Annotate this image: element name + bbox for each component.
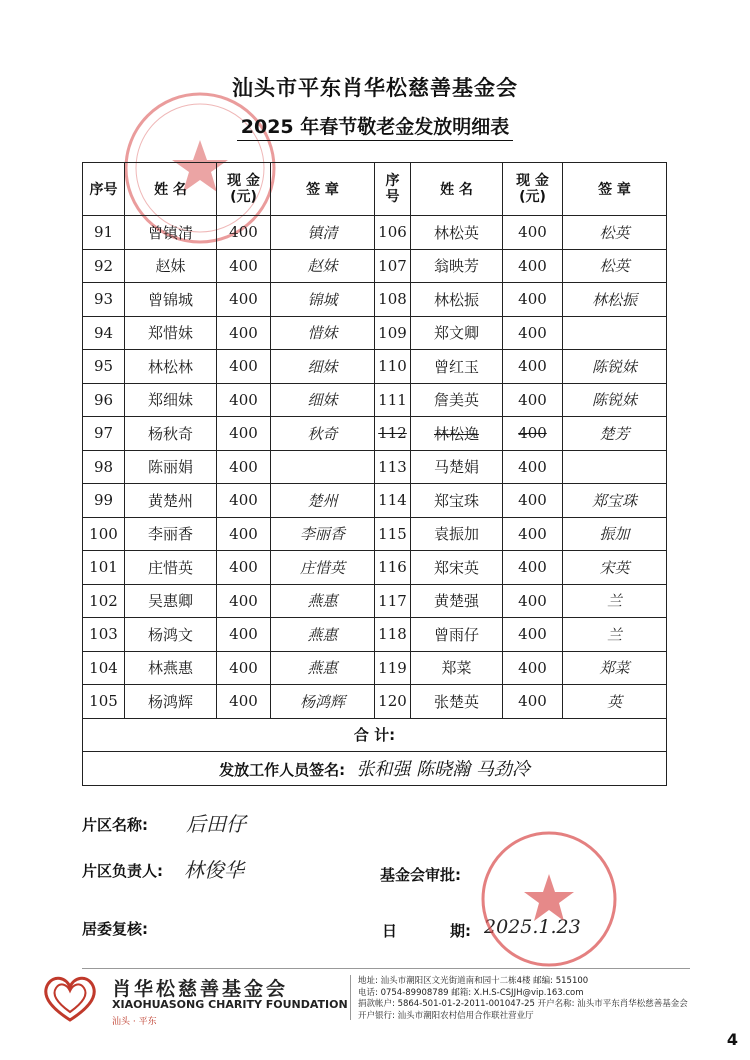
- name-cell: 庄惜英: [125, 551, 217, 585]
- table-row: [83, 417, 667, 451]
- table-row: [83, 584, 667, 618]
- amount-cell: 400: [217, 383, 271, 417]
- signature-cell: 惜妹: [271, 316, 375, 350]
- org-name-en: XIAOHUASONG CHARITY FOUNDATION: [112, 998, 348, 1011]
- signature-cell: 燕惠: [271, 618, 375, 652]
- signature-cell: [271, 450, 375, 484]
- amount-cell-right: 400: [503, 283, 563, 317]
- table-row: [83, 685, 667, 719]
- column-header-name: 姓 名: [125, 163, 217, 216]
- name-cell-right: 郑宋英: [411, 551, 503, 585]
- seq-cell: 99: [83, 484, 125, 518]
- name-cell: 曾镇清: [125, 216, 217, 250]
- amount-cell: 400: [217, 216, 271, 250]
- signature-cell-right: 郑菜: [563, 651, 667, 685]
- seq-cell-right: 109: [375, 316, 411, 350]
- signature-cell: 燕惠: [271, 584, 375, 618]
- seq-cell-right: 113: [375, 450, 411, 484]
- seq-cell-right: 110: [375, 350, 411, 384]
- amount-cell-right: 400: [503, 249, 563, 283]
- name-cell: 赵妹: [125, 249, 217, 283]
- seq-cell: 101: [83, 551, 125, 585]
- district-head-label: 片区负责人:: [82, 862, 163, 880]
- amount-cell: 400: [217, 450, 271, 484]
- signature-cell-right: 林松振: [563, 283, 667, 317]
- org-name-cn: 肖华松慈善基金会: [112, 978, 289, 1000]
- name-cell-right: 林松逸: [411, 417, 503, 451]
- amount-cell: 400: [217, 249, 271, 283]
- name-cell: 陈丽娟: [125, 450, 217, 484]
- seq-cell: 98: [83, 450, 125, 484]
- table-row: [83, 216, 667, 250]
- name-cell-right: 林松英: [411, 216, 503, 250]
- table-row: [83, 651, 667, 685]
- column-header-sign-right: 签 章: [563, 163, 667, 216]
- table-row: [83, 484, 667, 518]
- amount-cell: 400: [217, 551, 271, 585]
- table-row: [83, 450, 667, 484]
- seq-cell: 105: [83, 685, 125, 719]
- column-header-amount-right: 现 金 (元): [503, 163, 563, 216]
- name-cell-right: 詹美英: [411, 383, 503, 417]
- signature-cell-right: 楚芳: [563, 417, 667, 451]
- name-cell-right: 郑菜: [411, 651, 503, 685]
- amount-cell-right: 400: [503, 651, 563, 685]
- seq-cell: 95: [83, 350, 125, 384]
- seq-cell: 100: [83, 517, 125, 551]
- seq-cell-right: 108: [375, 283, 411, 317]
- signature-cell: 楚州: [271, 484, 375, 518]
- date-value: 2025.1.23: [484, 916, 581, 938]
- amount-cell: 400: [217, 584, 271, 618]
- signature-cell: 秋奇: [271, 417, 375, 451]
- staff-signature-cell: [83, 752, 667, 786]
- column-header-sign: 签 章: [271, 163, 375, 216]
- column-header-name-right: 姓 名: [411, 163, 503, 216]
- signature-cell-right: 兰: [563, 584, 667, 618]
- signature-cell-right: [563, 316, 667, 350]
- elderly-allowance-table: [82, 162, 667, 786]
- footer-contact: 电话: 0754-89908789 邮箱: X.H.S-CSJJH@vip.163.com: [358, 987, 584, 998]
- signature-cell-right: 陈锐妹: [563, 350, 667, 384]
- foundation-seal-stamp: [478, 828, 620, 970]
- footer-bank: 开户银行: 汕头市潮阳农村信用合作联社营业厅: [358, 1010, 534, 1021]
- footer-vertical-divider: [350, 975, 351, 1020]
- name-cell-right: 曾红玉: [411, 350, 503, 384]
- name-cell: 杨鸿辉: [125, 685, 217, 719]
- seq-cell-right: 114: [375, 484, 411, 518]
- seq-cell-right: 115: [375, 517, 411, 551]
- name-cell: 郑细妹: [125, 383, 217, 417]
- column-header-seq-right: 序 号: [375, 163, 411, 216]
- footer-divider: [82, 968, 690, 969]
- amount-cell: 400: [217, 651, 271, 685]
- table-row: [83, 350, 667, 384]
- amount-cell: 400: [217, 350, 271, 384]
- amount-cell-right: 400: [503, 350, 563, 384]
- date-label-a: 日: [382, 922, 398, 940]
- amount-cell-right: 400: [503, 584, 563, 618]
- signature-cell-right: 英: [563, 685, 667, 719]
- amount-cell-right: 400: [503, 618, 563, 652]
- foundation-logo-icon: [38, 972, 102, 1024]
- amount-cell-right: 400: [503, 383, 563, 417]
- amount-cell: 400: [217, 283, 271, 317]
- name-cell: 林燕惠: [125, 651, 217, 685]
- amount-cell: 400: [217, 484, 271, 518]
- table-header-row: [83, 163, 667, 216]
- amount-cell-right: 400: [503, 216, 563, 250]
- name-cell-right: 林松振: [411, 283, 503, 317]
- name-cell: 林松林: [125, 350, 217, 384]
- staff-signatures: 张和强 陈晓瀚 马劲冷: [356, 759, 530, 781]
- name-cell: 曾锦城: [125, 283, 217, 317]
- table-row: [83, 517, 667, 551]
- name-cell-right: 曾雨仔: [411, 618, 503, 652]
- table-row: [83, 618, 667, 652]
- signature-cell-right: 振加: [563, 517, 667, 551]
- date-label-b: 期:: [450, 922, 471, 940]
- signature-cell: 镇清: [271, 216, 375, 250]
- name-cell-right: 郑宝珠: [411, 484, 503, 518]
- amount-cell-right: 400: [503, 551, 563, 585]
- total-label: 合 计:: [83, 718, 667, 752]
- name-cell: 黄楚州: [125, 484, 217, 518]
- amount-cell: 400: [217, 618, 271, 652]
- seq-cell-right: 117: [375, 584, 411, 618]
- signature-cell-right: 宋英: [563, 551, 667, 585]
- staff-signature-row: [83, 752, 667, 786]
- signature-cell: 锦城: [271, 283, 375, 317]
- name-cell-right: 黄楚强: [411, 584, 503, 618]
- seq-cell-right: 112: [375, 417, 411, 451]
- signature-cell: 细妹: [271, 350, 375, 384]
- amount-cell: 400: [217, 685, 271, 719]
- name-cell-right: 马楚娟: [411, 450, 503, 484]
- district-head-value: 林俊华: [184, 858, 244, 882]
- amount-cell: 400: [217, 517, 271, 551]
- signature-cell: 赵妹: [271, 249, 375, 283]
- signature-cell-right: 兰: [563, 618, 667, 652]
- signature-cell-right: 松英: [563, 216, 667, 250]
- seq-cell: 92: [83, 249, 125, 283]
- table-row: [83, 383, 667, 417]
- signature-cell-right: 陈锐妹: [563, 383, 667, 417]
- page-title: 汕头市平东肖华松慈善基金会: [232, 76, 518, 100]
- name-cell: 李丽香: [125, 517, 217, 551]
- table-row: [83, 249, 667, 283]
- amount-cell-right: 400: [503, 484, 563, 518]
- seq-cell: 103: [83, 618, 125, 652]
- seq-cell-right: 111: [375, 383, 411, 417]
- signature-cell: 李丽香: [271, 517, 375, 551]
- table-row: [83, 316, 667, 350]
- seq-cell: 102: [83, 584, 125, 618]
- name-cell: 杨鸿文: [125, 618, 217, 652]
- table-row: [83, 551, 667, 585]
- seq-cell-right: 120: [375, 685, 411, 719]
- signature-cell-right: 郑宝珠: [563, 484, 667, 518]
- name-cell-right: 张楚英: [411, 685, 503, 719]
- amount-cell-right: 400: [503, 685, 563, 719]
- signature-cell: 杨鸿辉: [271, 685, 375, 719]
- amount-cell: 400: [217, 417, 271, 451]
- district-name-label: 片区名称:: [82, 816, 148, 834]
- org-location: 汕头 · 平东: [112, 1017, 157, 1027]
- total-row: [83, 718, 667, 752]
- column-header-seq: 序号: [83, 163, 125, 216]
- amount-cell: 400: [217, 316, 271, 350]
- name-cell: 杨秋奇: [125, 417, 217, 451]
- page-subtitle: 2025 年春节敬老金发放明细表: [0, 112, 750, 139]
- seq-cell-right: 116: [375, 551, 411, 585]
- name-cell-right: 袁振加: [411, 517, 503, 551]
- review-label: 居委复核:: [82, 920, 148, 938]
- name-cell: 郑惜妹: [125, 316, 217, 350]
- footer-address: 地址: 汕头市潮阳区文光街道南和园十二栋4楼 邮编: 515100: [358, 976, 589, 986]
- seq-cell-right: 106: [375, 216, 411, 250]
- staff-signature-label: 发放工作人员签名:: [219, 761, 346, 780]
- page-number: 4: [726, 1030, 738, 1049]
- seq-cell-right: 119: [375, 651, 411, 685]
- footer-account: 捐款帐户: 5864-501-01-2-2011-001047-25 开户名称: 汕头市平东肖华松慈善基金会: [358, 999, 688, 1009]
- name-cell: 吴惠卿: [125, 584, 217, 618]
- amount-cell-right: 400: [503, 517, 563, 551]
- approval-label: 基金会审批:: [380, 866, 461, 884]
- amount-cell-right: 400: [503, 450, 563, 484]
- amount-cell-right: 400: [503, 316, 563, 350]
- seq-cell: 93: [83, 283, 125, 317]
- district-name-value: 后田仔: [186, 812, 246, 836]
- column-header-amount: 现 金 (元): [217, 163, 271, 216]
- seq-cell: 94: [83, 316, 125, 350]
- seq-cell: 97: [83, 417, 125, 451]
- seq-cell: 91: [83, 216, 125, 250]
- name-cell-right: 翁映芳: [411, 249, 503, 283]
- seq-cell: 104: [83, 651, 125, 685]
- table-row: [83, 283, 667, 317]
- signature-cell: 燕惠: [271, 651, 375, 685]
- seq-cell: 96: [83, 383, 125, 417]
- name-cell-right: 郑文卿: [411, 316, 503, 350]
- seq-cell-right: 118: [375, 618, 411, 652]
- seq-cell-right: 107: [375, 249, 411, 283]
- signature-cell: 庄惜英: [271, 551, 375, 585]
- footer-contact-block: [358, 976, 688, 1022]
- signature-cell-right: 松英: [563, 249, 667, 283]
- amount-cell-right: 400: [503, 417, 563, 451]
- signature-cell-right: [563, 450, 667, 484]
- signature-cell: 细妹: [271, 383, 375, 417]
